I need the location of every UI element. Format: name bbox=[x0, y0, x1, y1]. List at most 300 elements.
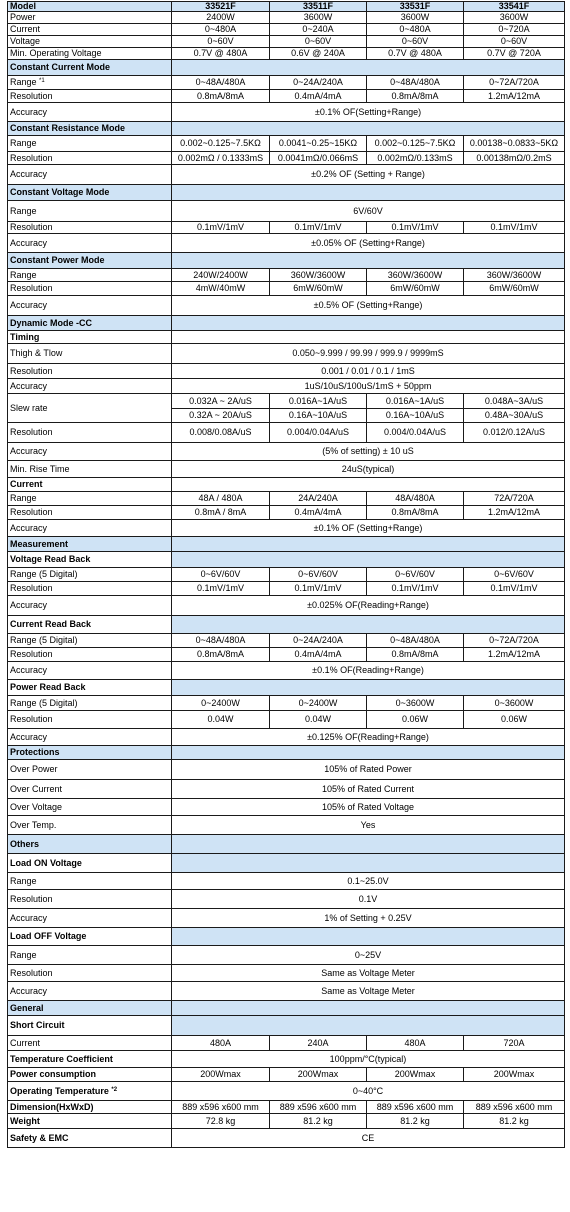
row-label-text: Over Power bbox=[10, 764, 58, 775]
value-cell: 0.002mΩ/0.133mS bbox=[367, 152, 464, 165]
value-cell-spanned: ±0.125% OF(Reading+Range) bbox=[172, 729, 565, 746]
value-cell: 0~48A/480A bbox=[172, 634, 270, 648]
row-label bbox=[8, 282, 172, 296]
spec-table-body bbox=[8, 2, 565, 1148]
value-cell-spanned: 0~25V bbox=[172, 946, 565, 965]
value-cell: 200Wmax bbox=[464, 1068, 565, 1082]
value-cell: 0.1mV/1mV bbox=[270, 582, 367, 596]
section-title: Constant Current Mode bbox=[8, 60, 172, 76]
spec-row bbox=[8, 696, 565, 711]
model-header-row bbox=[8, 2, 565, 12]
spec-row bbox=[8, 982, 565, 1001]
row-label bbox=[8, 1082, 172, 1101]
subsection-timing bbox=[8, 331, 565, 344]
spec-row bbox=[8, 394, 565, 409]
value-cell: 0.032A ~ 2A/uS bbox=[172, 394, 270, 409]
value-cell: 0.00138mΩ/0.2mS bbox=[464, 152, 565, 165]
row-label-text: Resolution bbox=[10, 893, 53, 904]
value-cell-spanned: (5% of setting) ± 10 uS bbox=[172, 443, 565, 461]
value-cell: 0.16A~10A/uS bbox=[270, 409, 367, 423]
subsection-power-read-back bbox=[8, 680, 565, 696]
row-label-text: Over Current bbox=[10, 783, 63, 794]
value-cell: 2400W bbox=[172, 12, 270, 24]
section-filler bbox=[172, 185, 565, 201]
value-cell-spanned: 6V/60V bbox=[172, 201, 565, 222]
row-label bbox=[8, 909, 172, 928]
row-label bbox=[8, 423, 172, 443]
value-cell: 0.7V @ 720A bbox=[464, 48, 565, 60]
model-name: 33531F bbox=[367, 2, 464, 12]
row-label bbox=[8, 648, 172, 662]
value-cell: 480A bbox=[367, 1036, 464, 1051]
value-cell: 81.2 kg bbox=[464, 1114, 565, 1129]
row-label-text: Voltage bbox=[10, 36, 41, 47]
row-label bbox=[8, 1129, 172, 1148]
row-label-text: Accuracy bbox=[10, 169, 48, 180]
value-cell: 0.7V @ 480A bbox=[172, 48, 270, 60]
value-cell: 0~6V/60V bbox=[270, 568, 367, 582]
row-label bbox=[8, 982, 172, 1001]
row-label bbox=[8, 816, 172, 835]
subsection-load-on-voltage bbox=[8, 854, 565, 873]
row-label bbox=[8, 461, 172, 478]
subsection-title: Current Read Back bbox=[8, 616, 172, 634]
spec-row bbox=[8, 443, 565, 461]
section-constant-resistance-mode bbox=[8, 122, 565, 136]
spec-row bbox=[8, 760, 565, 780]
spec-row bbox=[8, 24, 565, 36]
row-label bbox=[8, 1036, 172, 1051]
section-dynamic-mode-cc bbox=[8, 316, 565, 331]
subsection-filler bbox=[172, 928, 565, 946]
value-cell-spanned: 0~40°C bbox=[172, 1082, 565, 1101]
row-label bbox=[8, 90, 172, 103]
row-label bbox=[8, 596, 172, 616]
section-title: Protections bbox=[8, 746, 172, 760]
spec-row bbox=[8, 296, 565, 316]
value-cell-spanned: 24uS(typical) bbox=[172, 461, 565, 478]
spec-row bbox=[8, 1101, 565, 1114]
subsection-filler bbox=[172, 331, 565, 344]
spec-row bbox=[8, 222, 565, 234]
subsection-filler bbox=[172, 478, 565, 492]
value-cell: 0.002~0.125~7.5KΩ bbox=[367, 136, 464, 152]
value-cell: 0~6V/60V bbox=[464, 568, 565, 582]
value-cell-spanned: ±0.025% OF(Reading+Range) bbox=[172, 596, 565, 616]
spec-row bbox=[8, 582, 565, 596]
row-label-text: Range bbox=[10, 138, 37, 149]
spec-row bbox=[8, 76, 565, 90]
row-label bbox=[8, 520, 172, 537]
footnote-marker: *1 bbox=[39, 78, 45, 85]
value-cell-spanned: Yes bbox=[172, 816, 565, 835]
spec-row bbox=[8, 1068, 565, 1082]
subsection-title: Load OFF Voltage bbox=[8, 928, 172, 946]
row-label bbox=[8, 634, 172, 648]
row-label bbox=[8, 873, 172, 890]
section-title: Constant Resistance Mode bbox=[8, 122, 172, 136]
value-cell-spanned: ±0.2% OF (Setting + Range) bbox=[172, 165, 565, 185]
value-cell: 0.32A ~ 20A/uS bbox=[172, 409, 270, 423]
subsection-title: Voltage Read Back bbox=[8, 552, 172, 568]
spec-row bbox=[8, 492, 565, 506]
value-cell: 0.1mV/1mV bbox=[172, 222, 270, 234]
row-label-text: Min. Operating Voltage bbox=[10, 48, 102, 59]
row-label-text: Accuracy bbox=[10, 300, 48, 311]
value-cell: 0.004/0.04A/uS bbox=[270, 423, 367, 443]
row-label bbox=[8, 780, 172, 799]
row-label-text: Range (5 Digital) bbox=[10, 635, 78, 646]
value-cell: 81.2 kg bbox=[270, 1114, 367, 1129]
row-label-text: Resolution bbox=[10, 714, 53, 725]
value-cell: 0.1mV/1mV bbox=[464, 222, 565, 234]
row-label bbox=[8, 234, 172, 253]
value-cell: 0~480A bbox=[172, 24, 270, 36]
value-cell: 0.004/0.04A/uS bbox=[367, 423, 464, 443]
value-cell: 0~48A/480A bbox=[367, 76, 464, 90]
section-constant-current-mode bbox=[8, 60, 565, 76]
value-cell: 0~240A bbox=[270, 24, 367, 36]
section-title: Others bbox=[8, 835, 172, 854]
value-cell: 0.06W bbox=[367, 711, 464, 729]
row-label-text: Range bbox=[10, 77, 37, 88]
row-label-text: Accuracy bbox=[10, 522, 48, 533]
value-cell: 1.2mA/12mA bbox=[464, 506, 565, 520]
value-cell: 889 x596 x600 mm bbox=[270, 1101, 367, 1114]
value-cell: 0~6V/60V bbox=[367, 568, 464, 582]
row-label bbox=[8, 379, 172, 394]
spec-row bbox=[8, 1082, 565, 1101]
model-label: Model bbox=[8, 2, 172, 12]
subsection-short-circuit bbox=[8, 1016, 565, 1036]
value-cell: 0~72A/720A bbox=[464, 76, 565, 90]
value-cell: 0.8mA/8mA bbox=[367, 648, 464, 662]
row-label-text: Safety & EMC bbox=[10, 1132, 69, 1143]
row-label bbox=[8, 890, 172, 909]
spec-row bbox=[8, 634, 565, 648]
value-cell: 0.016A~1A/uS bbox=[367, 394, 464, 409]
value-cell-spanned: CE bbox=[172, 1129, 565, 1148]
row-label bbox=[8, 760, 172, 780]
subsection-load-off-voltage bbox=[8, 928, 565, 946]
value-cell: 0~6V/60V bbox=[172, 568, 270, 582]
spec-row bbox=[8, 909, 565, 928]
row-label-text: Min. Rise Time bbox=[10, 463, 70, 474]
value-cell: 0.8mA/8mA bbox=[367, 506, 464, 520]
section-title: Constant Power Mode bbox=[8, 253, 172, 269]
value-cell: 0.04W bbox=[172, 711, 270, 729]
row-label bbox=[8, 711, 172, 729]
section-filler bbox=[172, 122, 565, 136]
row-label-text: Dimension(HxWxD) bbox=[10, 1101, 94, 1112]
value-cell: 0.012/0.12A/uS bbox=[464, 423, 565, 443]
row-label bbox=[8, 965, 172, 982]
row-label-text: Range bbox=[10, 493, 37, 504]
value-cell: 0~24A/240A bbox=[270, 634, 367, 648]
spec-row bbox=[8, 1129, 565, 1148]
row-label bbox=[8, 568, 172, 582]
row-label: Slew rate bbox=[8, 394, 172, 423]
row-label bbox=[8, 443, 172, 461]
value-cell-spanned: ±0.5% OF (Setting+Range) bbox=[172, 296, 565, 316]
section-filler bbox=[172, 253, 565, 269]
value-cell: 480A bbox=[172, 1036, 270, 1051]
value-cell: 240W/2400W bbox=[172, 269, 270, 282]
row-label-text: Accuracy bbox=[10, 380, 48, 391]
row-label bbox=[8, 103, 172, 122]
section-others bbox=[8, 835, 565, 854]
spec-row bbox=[8, 165, 565, 185]
row-label bbox=[8, 1101, 172, 1114]
value-cell: 0.8mA / 8mA bbox=[172, 506, 270, 520]
spec-row bbox=[8, 816, 565, 835]
row-label-text: Temperature Coefficient bbox=[10, 1053, 113, 1064]
section-protections bbox=[8, 746, 565, 760]
value-cell-spanned: ±0.1% OF (Setting+Range) bbox=[172, 520, 565, 537]
value-cell: 200Wmax bbox=[367, 1068, 464, 1082]
row-label-text: Range bbox=[10, 205, 37, 216]
value-cell: 0.16A~10A/uS bbox=[367, 409, 464, 423]
value-cell: 360W/3600W bbox=[367, 269, 464, 282]
value-cell: 0.1mV/1mV bbox=[464, 582, 565, 596]
section-title: General bbox=[8, 1001, 172, 1016]
value-cell: 889 x596 x600 mm bbox=[464, 1101, 565, 1114]
row-label-text: Accuracy bbox=[10, 600, 48, 611]
value-cell: 0~72A/720A bbox=[464, 634, 565, 648]
row-label bbox=[8, 76, 172, 90]
value-cell: 200Wmax bbox=[172, 1068, 270, 1082]
spec-row bbox=[8, 48, 565, 60]
row-label-text: Resolution bbox=[10, 365, 53, 376]
spec-row bbox=[8, 36, 565, 48]
spec-table bbox=[7, 1, 565, 1148]
row-label bbox=[8, 729, 172, 746]
value-cell: 0.0041~0.25~15KΩ bbox=[270, 136, 367, 152]
value-cell-spanned: ±0.1% OF(Setting+Range) bbox=[172, 103, 565, 122]
value-cell: 48A / 480A bbox=[172, 492, 270, 506]
value-cell: 72.8 kg bbox=[172, 1114, 270, 1129]
value-cell: 0~480A bbox=[367, 24, 464, 36]
value-cell: 0.1mV/1mV bbox=[172, 582, 270, 596]
row-label-text: Accuracy bbox=[10, 665, 48, 676]
row-label-text: Resolution bbox=[10, 90, 53, 101]
value-cell: 3600W bbox=[464, 12, 565, 24]
subsection-title: Current bbox=[8, 478, 172, 492]
model-name: 33521F bbox=[172, 2, 270, 12]
value-cell: 889 x596 x600 mm bbox=[172, 1101, 270, 1114]
subsection-title: Timing bbox=[8, 331, 172, 344]
row-label-text: Resolution bbox=[10, 222, 53, 233]
spec-row bbox=[8, 1051, 565, 1068]
value-cell-spanned: ±0.05% OF (Setting+Range) bbox=[172, 234, 565, 253]
value-cell: 360W/3600W bbox=[270, 269, 367, 282]
value-cell: 360W/3600W bbox=[464, 269, 565, 282]
row-label-text: Accuracy bbox=[10, 106, 48, 117]
row-label-text: Resolution bbox=[10, 583, 53, 594]
value-cell: 200Wmax bbox=[270, 1068, 367, 1082]
value-cell: 0.4mA/4mA bbox=[270, 506, 367, 520]
row-label bbox=[8, 36, 172, 48]
row-label-text: Over Voltage bbox=[10, 801, 63, 812]
row-label bbox=[8, 344, 172, 364]
section-title: Constant Voltage Mode bbox=[8, 185, 172, 201]
value-cell: 48A/480A bbox=[367, 492, 464, 506]
value-cell: 0.002~0.125~7.5KΩ bbox=[172, 136, 270, 152]
subsection-filler bbox=[172, 552, 565, 568]
row-label-text: Resolution bbox=[10, 427, 53, 438]
row-label bbox=[8, 1114, 172, 1129]
value-cell: 720A bbox=[464, 1036, 565, 1051]
row-label bbox=[8, 165, 172, 185]
section-constant-power-mode bbox=[8, 253, 565, 269]
subsection-title: Short Circuit bbox=[8, 1016, 172, 1036]
model-name: 33541F bbox=[464, 2, 565, 12]
spec-row bbox=[8, 1114, 565, 1129]
value-cell: 0.4mA/4mA bbox=[270, 90, 367, 103]
row-label bbox=[8, 48, 172, 60]
value-cell: 0.0041mΩ/0.066mS bbox=[270, 152, 367, 165]
spec-row bbox=[8, 12, 565, 24]
value-cell: 24A/240A bbox=[270, 492, 367, 506]
value-cell-spanned: 1uS/10uS/100uS/1mS + 50ppm bbox=[172, 379, 565, 394]
row-label-text: Current bbox=[10, 24, 41, 35]
section-title: Dynamic Mode -CC bbox=[8, 316, 172, 331]
spec-row bbox=[8, 269, 565, 282]
value-cell: 0.1mV/1mV bbox=[270, 222, 367, 234]
value-cell: 0.1mV/1mV bbox=[367, 222, 464, 234]
spec-row bbox=[8, 946, 565, 965]
spec-row bbox=[8, 568, 565, 582]
row-label-text: Accuracy bbox=[10, 731, 48, 742]
spec-row bbox=[8, 423, 565, 443]
value-cell: 0.00138~0.0833~5KΩ bbox=[464, 136, 565, 152]
value-cell-spanned: Same as Voltage Meter bbox=[172, 965, 565, 982]
value-cell-spanned: 105% of Rated Voltage bbox=[172, 799, 565, 816]
model-name: 33511F bbox=[270, 2, 367, 12]
subsection-filler bbox=[172, 616, 565, 634]
spec-row bbox=[8, 379, 565, 394]
subsection-title: Load ON Voltage bbox=[8, 854, 172, 873]
value-cell: 0.8mA/8mA bbox=[367, 90, 464, 103]
row-label bbox=[8, 582, 172, 596]
row-label-text: Range bbox=[10, 269, 37, 280]
section-filler bbox=[172, 835, 565, 854]
row-label-text: Thigh & Tlow bbox=[10, 348, 63, 359]
row-label bbox=[8, 24, 172, 36]
subsection-voltage-read-back bbox=[8, 552, 565, 568]
value-cell: 0~24A/240A bbox=[270, 76, 367, 90]
value-cell-spanned: 0.1~25.0V bbox=[172, 873, 565, 890]
spec-row bbox=[8, 799, 565, 816]
value-cell: 6mW/60mW bbox=[367, 282, 464, 296]
row-label bbox=[8, 269, 172, 282]
subsection-title: Power Read Back bbox=[8, 680, 172, 696]
value-cell: 240A bbox=[270, 1036, 367, 1051]
value-cell: 0.48A~30A/uS bbox=[464, 409, 565, 423]
spec-row bbox=[8, 364, 565, 379]
value-cell-spanned: 105% of Rated Current bbox=[172, 780, 565, 799]
row-label bbox=[8, 296, 172, 316]
value-cell: 0~60V bbox=[367, 36, 464, 48]
value-cell-spanned: 105% of Rated Power bbox=[172, 760, 565, 780]
spec-row bbox=[8, 873, 565, 890]
value-cell: 0.7V @ 480A bbox=[367, 48, 464, 60]
value-cell: 0.048A~3A/uS bbox=[464, 394, 565, 409]
row-label bbox=[8, 1068, 172, 1082]
row-label bbox=[8, 492, 172, 506]
spec-row bbox=[8, 506, 565, 520]
value-cell: 0~3600W bbox=[464, 696, 565, 711]
value-cell: 0.008/0.08A/uS bbox=[172, 423, 270, 443]
subsection-current bbox=[8, 478, 565, 492]
spec-row bbox=[8, 90, 565, 103]
row-label-text: Resolution bbox=[10, 283, 53, 294]
subsection-filler bbox=[172, 680, 565, 696]
spec-row bbox=[8, 234, 565, 253]
row-label-text: Range bbox=[10, 875, 37, 886]
value-cell: 0.04W bbox=[270, 711, 367, 729]
row-label-text: Weight bbox=[10, 1115, 40, 1126]
value-cell: 0.1mV/1mV bbox=[367, 582, 464, 596]
value-cell: 3600W bbox=[270, 12, 367, 24]
value-cell: 0~2400W bbox=[270, 696, 367, 711]
spec-row bbox=[8, 662, 565, 680]
value-cell: 0.4mA/4mA bbox=[270, 648, 367, 662]
section-filler bbox=[172, 746, 565, 760]
value-cell: 6mW/60mW bbox=[270, 282, 367, 296]
spec-row bbox=[8, 201, 565, 222]
value-cell: 0~60V bbox=[464, 36, 565, 48]
row-label-text: Accuracy bbox=[10, 237, 48, 248]
row-label-text: Power bbox=[10, 12, 36, 23]
row-label-text: Current bbox=[10, 1037, 41, 1048]
spec-row bbox=[8, 780, 565, 799]
value-cell-spanned: 0.050~9.999 / 99.99 / 999.9 / 9999mS bbox=[172, 344, 565, 364]
spec-row bbox=[8, 520, 565, 537]
row-label bbox=[8, 946, 172, 965]
value-cell-spanned: 0.1V bbox=[172, 890, 565, 909]
section-general bbox=[8, 1001, 565, 1016]
value-cell: 0~60V bbox=[172, 36, 270, 48]
row-label-text: Over Temp. bbox=[10, 819, 57, 830]
value-cell: 0.002mΩ / 0.1333mS bbox=[172, 152, 270, 165]
row-label-text: Range (5 Digital) bbox=[10, 569, 78, 580]
row-label bbox=[8, 1051, 172, 1068]
value-cell: 0~2400W bbox=[172, 696, 270, 711]
row-label-text: Resolution bbox=[10, 967, 53, 978]
spec-row bbox=[8, 1036, 565, 1051]
row-label bbox=[8, 364, 172, 379]
row-label-text: Accuracy bbox=[10, 985, 48, 996]
value-cell: 0~48A/480A bbox=[367, 634, 464, 648]
value-cell-spanned: ±0.1% OF(Reading+Range) bbox=[172, 662, 565, 680]
value-cell-spanned: 0.001 / 0.01 / 0.1 / 1mS bbox=[172, 364, 565, 379]
row-label bbox=[8, 662, 172, 680]
spec-row bbox=[8, 152, 565, 165]
value-cell: 0.8mA/8mA bbox=[172, 648, 270, 662]
row-label bbox=[8, 222, 172, 234]
value-cell-spanned: 100ppm/°C(typical) bbox=[172, 1051, 565, 1068]
section-filler bbox=[172, 60, 565, 76]
footnote-marker: *2 bbox=[111, 1086, 118, 1093]
row-label bbox=[8, 799, 172, 816]
row-label bbox=[8, 201, 172, 222]
subsection-filler bbox=[172, 1016, 565, 1036]
row-label-text: Accuracy bbox=[10, 912, 48, 923]
value-cell: 4mW/40mW bbox=[172, 282, 270, 296]
spec-row bbox=[8, 282, 565, 296]
spec-row bbox=[8, 648, 565, 662]
